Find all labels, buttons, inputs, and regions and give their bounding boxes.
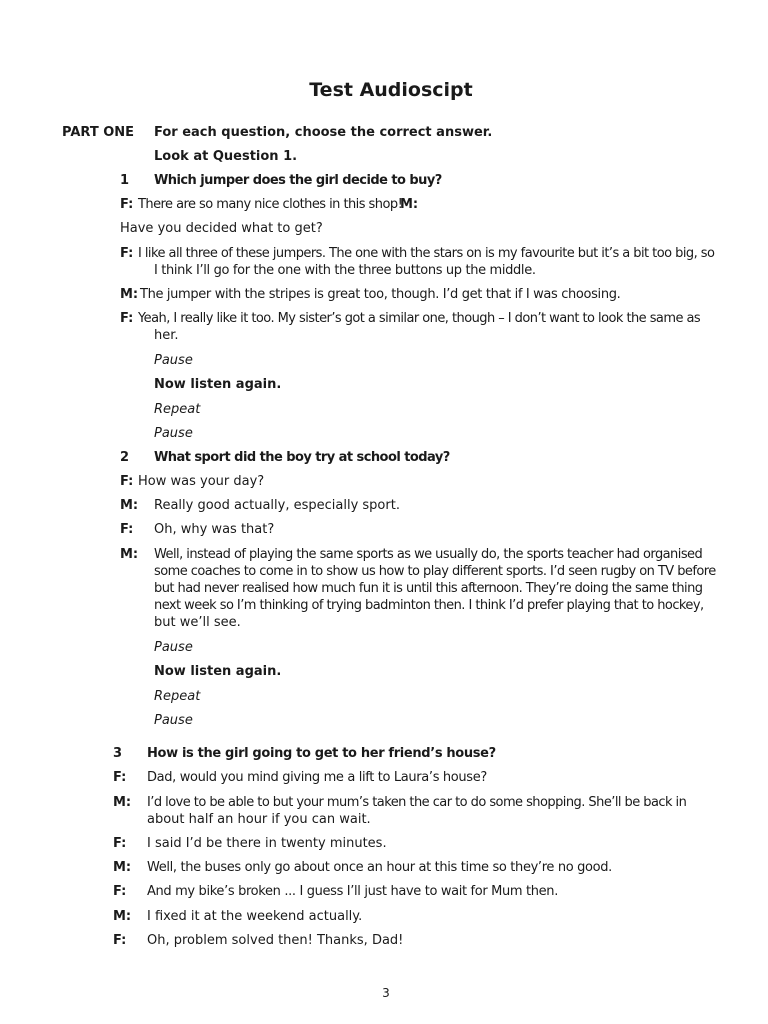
dialogue-line: Dad, would you mind giving me a lift to Laura’s house? xyxy=(147,770,487,785)
speaker-label: F: xyxy=(113,884,127,899)
speaker-label: F: xyxy=(113,836,127,851)
speaker-label: M: xyxy=(113,909,132,924)
pause-cue: Pause xyxy=(154,713,193,728)
speaker-label: M: xyxy=(120,547,139,562)
speaker-label: F: xyxy=(113,933,127,948)
question-text: What sport did the boy try at school today? xyxy=(154,450,450,465)
speaker-label: F: xyxy=(120,311,134,326)
page-number: 3 xyxy=(382,986,390,1000)
dialogue-line: Really good actually, especially sport. xyxy=(154,498,400,513)
dialogue-line: but we’ll see. xyxy=(154,615,241,630)
dialogue-line: Well, instead of playing the same sports as we usually do, the sports teacher had organised xyxy=(154,547,703,562)
speaker-label: F: xyxy=(120,522,134,537)
dialogue-line: I said I’d be there in twenty minutes. xyxy=(147,836,387,851)
dialogue-line: Well, the buses only go about once an hour at this time so they’re no good. xyxy=(147,860,612,875)
speaker-label: M: xyxy=(113,795,132,810)
dialogue-line: The jumper with the stripes is great too, though. I’d get that if I was choosing. xyxy=(140,287,621,302)
dialogue-line: but had never realised how much fun it is until this afternoon. They’re doing the same thing xyxy=(154,581,703,596)
part-label: PART ONE xyxy=(62,125,135,140)
question-number: 3 xyxy=(113,746,123,761)
question-number: 2 xyxy=(120,450,130,465)
dialogue-line: Yeah, I really like it too. My sister’s got a similar one, though – I don’t want to look the same as xyxy=(138,311,701,326)
speaker-label: F: xyxy=(120,246,134,261)
speaker-label: F: xyxy=(113,770,127,785)
dialogue-line: Oh, why was that? xyxy=(154,522,275,537)
question-number: 1 xyxy=(120,173,130,188)
speaker-label: F: xyxy=(120,474,134,489)
listen-again-cue: Now listen again. xyxy=(154,377,282,392)
speaker-label: M: xyxy=(400,197,419,212)
page-title: Test Audioscipt xyxy=(309,79,473,101)
dialogue-line: There are so many nice clothes in this shop! xyxy=(138,197,403,212)
listen-again-cue: Now listen again. xyxy=(154,664,282,679)
dialogue-line: I fixed it at the weekend actually. xyxy=(147,909,363,924)
pause-cue: Pause xyxy=(154,426,193,441)
speaker-label: F: xyxy=(120,197,134,212)
speaker-label: M: xyxy=(113,860,132,875)
pause-cue: Pause xyxy=(154,640,193,655)
dialogue-line: I like all three of these jumpers. The one with the stars on is my favourite but it’s a bit too big, so xyxy=(138,246,715,261)
look-at-question: Look at Question 1. xyxy=(154,149,298,164)
dialogue-line: her. xyxy=(154,328,179,343)
repeat-cue: Repeat xyxy=(154,402,201,417)
instruction: For each question, choose the correct answer. xyxy=(154,125,493,140)
dialogue-line: How was your day? xyxy=(138,474,265,489)
dialogue-line: I think I’ll go for the one with the three buttons up the middle. xyxy=(154,263,536,278)
speaker-label: M: xyxy=(120,498,139,513)
dialogue-line: Oh, problem solved then! Thanks, Dad! xyxy=(147,933,404,948)
dialogue-line: I’d love to be able to but your mum’s taken the car to do some shopping. She’ll be back in xyxy=(147,795,687,810)
question-text: Which jumper does the girl decide to buy? xyxy=(154,173,442,188)
question-text: How is the girl going to get to her friend’s house? xyxy=(147,746,496,761)
dialogue-line: next week so I’m thinking of trying badminton then. I think I’d prefer playing that to hockey, xyxy=(154,598,704,613)
repeat-cue: Repeat xyxy=(154,689,201,704)
pause-cue: Pause xyxy=(154,353,193,368)
dialogue-line: some coaches to come in to show us how to play different sports. I’d seen rugby on TV before xyxy=(154,564,716,579)
dialogue-line: about half an hour if you can wait. xyxy=(147,812,371,827)
dialogue-line: And my bike’s broken ... I guess I’ll just have to wait for Mum then. xyxy=(147,884,558,899)
dialogue-line: Have you decided what to get? xyxy=(120,221,323,236)
speaker-label: M: xyxy=(120,287,139,302)
